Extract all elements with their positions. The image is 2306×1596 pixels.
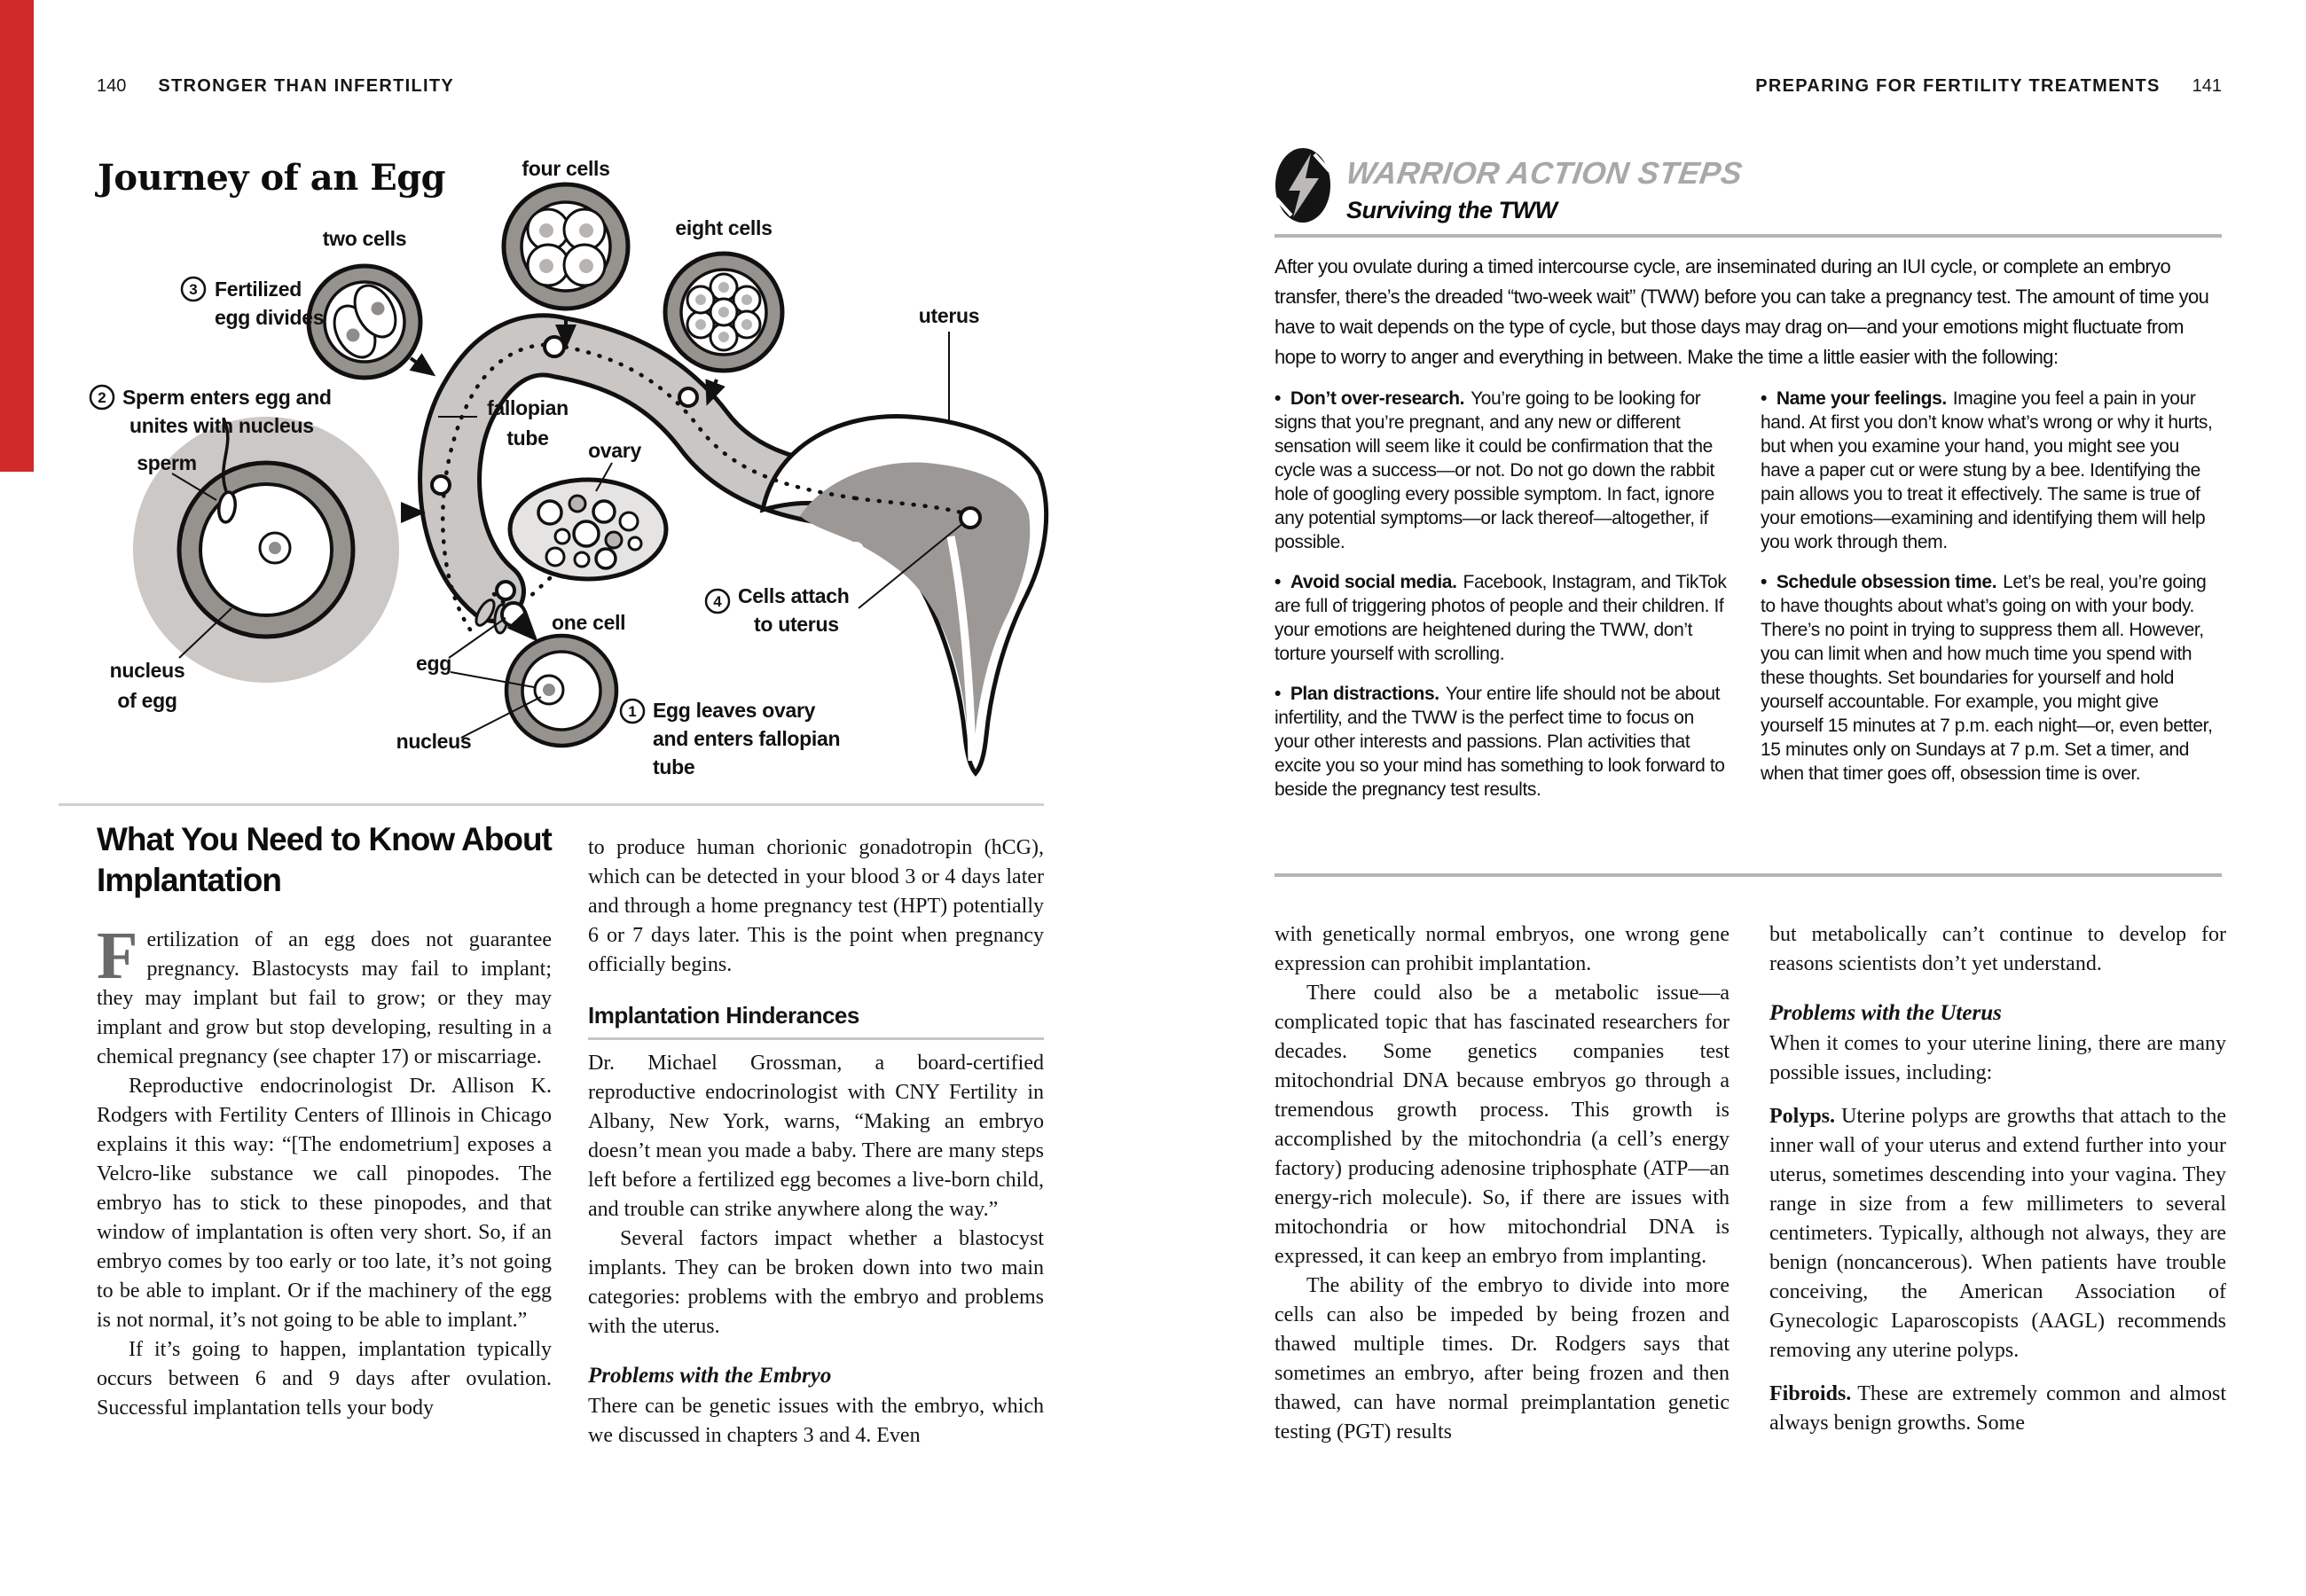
label-fallopian-tube-1: fallopian xyxy=(487,396,569,419)
subhead-problems-with-the-embryo: Problems with the Embryo xyxy=(588,1364,832,1388)
eight-cells-stage xyxy=(665,254,782,371)
step-1-egg-leaves-ovary xyxy=(621,699,840,778)
bullet-avoid-social-media: • Avoid social media. Facebook, Instagram, and TikTok are full of triggering photos of people and their children. If your emotions are heightened during the TWW, don’t torture yourself with scrolling. xyxy=(1275,570,1729,666)
lightning-bolt-icon xyxy=(1275,147,1331,223)
rule-bottom xyxy=(1275,873,2222,877)
article-heading-line2: Implantation xyxy=(97,862,281,898)
step-2-sperm-enters-egg xyxy=(90,386,332,437)
svg-text:Sperm enters egg and: Sperm enters egg and xyxy=(122,386,332,409)
label-ovary: ovary xyxy=(588,439,641,462)
bullet-dont-over-research: • Don’t over-research. You’re going to be looking for signs that you’re pregnant, and any new or different sensation will seem like it could be confirmation that the cycle was a success—or not. Do not go down the rabbit hole of googling every possible symptom. In fact, ignore any potential symptoms—or lack thereof—altogether, if possible. xyxy=(1275,387,1729,554)
left-page-column-2 xyxy=(588,833,1044,1451)
cells-attach-dot xyxy=(961,508,980,528)
svg-text:Fertilized: Fertilized xyxy=(215,278,302,301)
paragraph: to produce human chorionic gonadotropin (hCG), which can be detected in your blood 3 or 4 days later and through a home pregnancy test (HPT) potentially 6 or 7 days later. This is the point when pregnancy officially begins. xyxy=(588,836,1044,976)
subhead-implantation-hinderances: Implantation Hinderances xyxy=(588,1001,1044,1040)
svg-text:egg divides: egg divides xyxy=(215,306,325,329)
svg-text:unites with nucleus: unites with nucleus xyxy=(129,414,314,437)
article-heading xyxy=(97,819,593,901)
rule-top xyxy=(1275,234,2222,238)
step-3-fertilized-egg-divides xyxy=(182,278,324,329)
paragraph: When it comes to your uterine lining, there are many possible issues, including: xyxy=(1769,1032,2226,1084)
diagram-title: Journey of an Egg xyxy=(98,157,446,199)
label-one-cell: one cell xyxy=(552,611,626,634)
svg-text:Egg leaves ovary: Egg leaves ovary xyxy=(653,699,816,722)
paragraph: There could also be a metabolic issue—a complicated topic that has fascinated researchers for decades. Some genetics companies test mitochondrial DNA because embryos go through a tremendous growth process. This growth is accomplished by the mitochondria (a cell’s energy factory) producing adenosine triphosphate (ATP—an energy-rich molecule). So, if there are issues with mitochondria or how mitochondrial DNA is expressed, it can keep an embryo from implanting. xyxy=(1275,982,1730,1268)
action-steps-intro: After you ovulate during a timed intercourse cycle, are inseminated during an IUI cycle, or complete an embryo transfer, there’s the dreaded “two-week wait” (TWW) before you can take a pregnancy test. The amount of time you have to wait depends on the type of cycle, but those days may drag on—and your emotions might fluctuate from hope to worry to anger and everything in between. Make the time a little easier with the following: xyxy=(1275,255,2209,368)
warrior-action-steps-kicker: WARRIOR ACTION STEPS xyxy=(1344,156,1745,191)
bullet-name-your-feelings: • Name your feelings. Imagine you feel a pain in your hand. At first you don’t know what’s wrong or why it hurts, but when you examine your hand, you might see you have a paper cut or were stung by a bee. Identifying the pain allows you to treat it effectively. The same is true of your emotions—examining and identifying them will help you work through them. xyxy=(1761,387,2222,554)
label-uterus: uterus xyxy=(918,304,980,327)
paragraph-fibroids: Fibroids. These are extremely common and almost always benign growths. Some xyxy=(1769,1382,2226,1435)
svg-text:1: 1 xyxy=(628,703,637,720)
svg-text:tube: tube xyxy=(653,755,695,778)
two-cells-stage xyxy=(309,266,420,378)
paragraph: Dr. Michael Grossman, a board-certified reproductive endocrinologist with CNY Fertility in Albany, New York, warns, “Making an embryo doesn’t mean you made a baby. There are many steps left before a fertilized egg becomes a live-born child, and trouble can strike anywhere along the way.” xyxy=(588,1052,1044,1221)
right-page-column-1 xyxy=(1275,920,1730,1447)
article-heading-line1: What You Need to Know About xyxy=(97,821,552,857)
bullets-column-1 xyxy=(1275,387,1729,802)
bullet-schedule-obsession-time: • Schedule obsession time. Let’s be real, you’re going to have thoughts about what’s going on with your body. There’s no point in trying to suppress them all. However, you can limit when and how much time you spend with these thoughts. Set boundaries for yourself and hold yourself accountable. For example, you might give yourself 15 minutes at 7 p.m. each night—or, even better, 15 minutes only on Sundays at 7 p.m. Set a timer, and when that timer goes off, obsession time is over. xyxy=(1761,570,2222,786)
surviving-the-tww-title: Surviving the TWW xyxy=(1346,197,1557,223)
four-cells-stage xyxy=(504,184,628,309)
label-eight-cells: eight cells xyxy=(675,216,773,239)
drop-cap: F xyxy=(97,919,138,993)
section-divider xyxy=(59,803,1044,806)
egg-leaving-ovary-dot xyxy=(502,603,525,626)
svg-text:to uterus: to uterus xyxy=(754,613,839,636)
label-sperm: sperm xyxy=(137,451,197,474)
left-running-head-title: STRONGER THAN INFERTILITY xyxy=(158,76,454,96)
paragraph: The ability of the embryo to divide into more cells can also be impeded by being frozen and thawed multiple times. Dr. Rodgers says that sometimes an embryo, after being frozen and then thawed, can have normal preimplantation genetic testing (PGT) results xyxy=(1275,1274,1730,1443)
ovary-shape xyxy=(510,480,666,579)
red-edge-stripe xyxy=(0,0,34,472)
paragraph: Several factors impact whether a blastocyst implants. They can be broken down into two main categories: problems with the embryo and problems with the uterus. xyxy=(588,1227,1044,1338)
right-running-head-title: PREPARING FOR FERTILITY TREATMENTS xyxy=(1755,76,2161,96)
step-4-cells-attach xyxy=(706,584,850,636)
paragraph: with genetically normal embryos, one wrong gene expression can prohibit implantation. xyxy=(1275,923,1730,975)
label-egg: egg xyxy=(416,652,451,675)
paragraph: Fertilization of an egg does not guarantee pregnancy. Blastocysts may fail to implant; they may implant but fail to grow; or they may implant and grow but stop developing, resulting in a chemical pregnancy (see chapter 17) or miscarriage. xyxy=(97,919,552,1068)
bullets-column-2 xyxy=(1761,387,2222,802)
journey-of-an-egg-diagram xyxy=(53,133,1064,816)
svg-text:3: 3 xyxy=(189,281,198,298)
svg-text:2: 2 xyxy=(98,389,106,406)
paragraph: If it’s going to happen, implantation typically occurs between 6 and 9 days after ovulation. Successful implantation tells your body xyxy=(97,1338,552,1420)
label-four-cells: four cells xyxy=(522,157,610,180)
left-running-head xyxy=(97,76,454,97)
svg-text:4: 4 xyxy=(713,593,722,610)
label-fallopian-tube-2: tube xyxy=(506,426,549,450)
bullet-plan-distractions: • Plan distractions. Your entire life should not be about infertility, and the TWW is the perfect time to focus on your other interests and passions. Plan activities that excite you so your mind has something to look forward to beside the pregnancy test results. xyxy=(1275,682,1729,802)
right-page xyxy=(1153,0,2306,1596)
paragraph-polyps: Polyps. Uterine polyps are growths that attach to the inner wall of your uterus and extend further into your uterus, sometimes descending into your vagina. They range in size from a few millimeters to several centimeters. Typically, although not always, they are benign (noncancerous). When patients have trouble conceiving, the American Association of Gynecologic Laparoscopists (AAGL) recommends removing any uterine polyps. xyxy=(1769,1105,2226,1362)
label-nucleus-of-egg-2: of egg xyxy=(117,689,177,712)
subhead-problems-with-the-uterus: Problems with the Uterus xyxy=(1769,1001,2002,1025)
label-nucleus: nucleus xyxy=(396,730,472,753)
action-steps-bullets xyxy=(1275,387,2222,802)
paragraph: There can be genetic issues with the embryo, which we discussed in chapters 3 and 4. Even xyxy=(588,1395,1044,1447)
left-page-column-1 xyxy=(97,919,552,1423)
one-cell-stage xyxy=(506,636,616,746)
right-page-number: 141 xyxy=(2192,76,2222,96)
right-page-column-2 xyxy=(1769,920,2226,1447)
left-page-number: 140 xyxy=(97,76,127,96)
right-running-head xyxy=(1755,76,2222,97)
paragraph: but metabolically can’t continue to develop for reasons scientists don’t yet understand. xyxy=(1769,923,2226,975)
paragraph: Reproductive endocrinologist Dr. Allison K. Rodgers with Fertility Centers of Illinois in Chicago explains it this way: “[The endometrium] exposes a Velcro-like substance we call pinopodes. The embryo has to stick to these pinopodes, and that window of implantation is often very short. So, if an embryo comes by too early or too late, it’s not going to be able to implant. Or if the machinery of the egg is not normal, it’s not going to be able to implant.” xyxy=(97,1075,552,1332)
svg-text:Cells attach: Cells attach xyxy=(738,584,850,607)
right-page-body xyxy=(1275,920,2226,1447)
label-nucleus-of-egg-1: nucleus xyxy=(109,659,185,682)
svg-text:and enters fallopian: and enters fallopian xyxy=(653,727,841,750)
label-two-cells: two cells xyxy=(322,227,407,250)
